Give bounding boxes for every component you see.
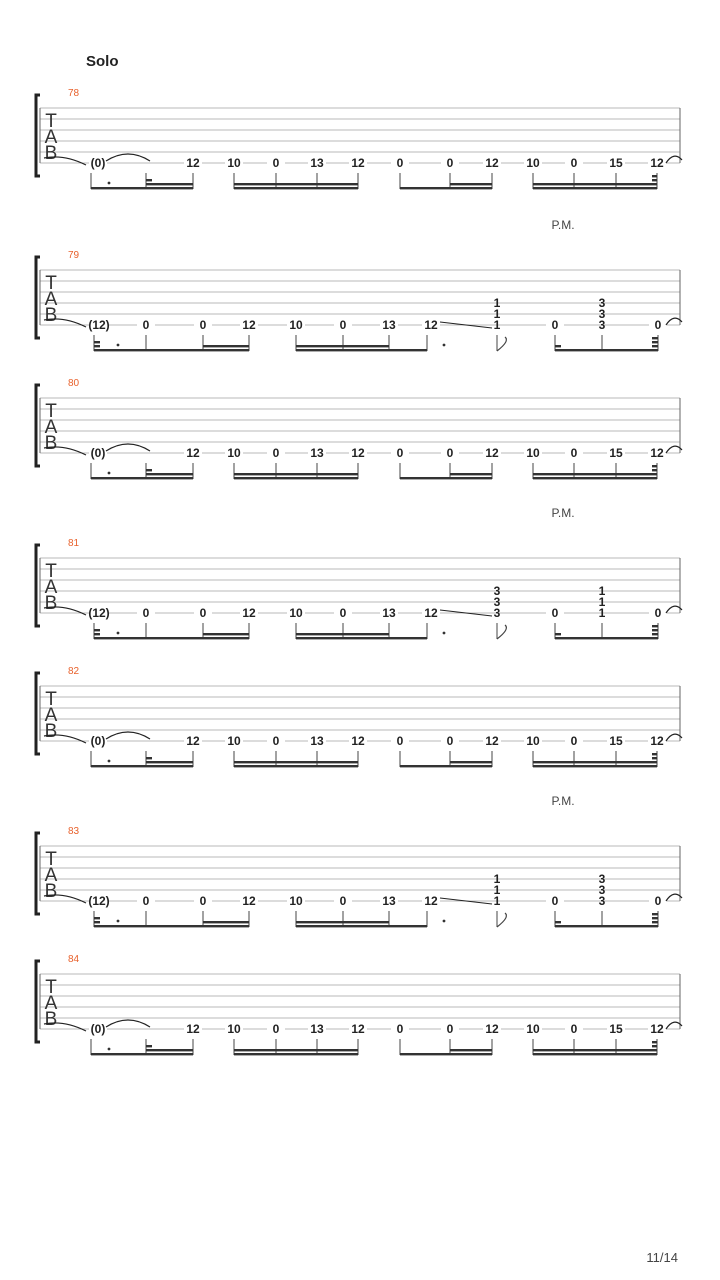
beam <box>203 925 249 927</box>
dot <box>108 182 111 185</box>
fret-number: 12 <box>351 1022 365 1036</box>
fret-number: (0) <box>90 446 106 460</box>
fret-number: (0) <box>90 156 106 170</box>
fret-number: 0 <box>570 446 578 460</box>
fret-number: (12) <box>88 894 110 908</box>
beam <box>555 925 658 927</box>
fret-number: 12 <box>424 894 438 908</box>
beam <box>450 473 492 475</box>
beam <box>146 183 193 185</box>
measure-number: 81 <box>68 538 80 549</box>
beam <box>234 187 358 189</box>
beam <box>234 477 358 479</box>
tab-clef-letter: T <box>45 401 57 422</box>
beam <box>296 345 389 347</box>
tab-system <box>36 506 682 639</box>
tie-arc <box>106 444 150 451</box>
beam <box>146 1053 193 1055</box>
fret-number: 0 <box>272 1022 280 1036</box>
fret-number: (12) <box>88 606 110 620</box>
fret-number: 0 <box>654 318 662 332</box>
tab-clef-letter: A <box>44 127 58 148</box>
chord-fret-number: 1 <box>493 318 501 332</box>
flag <box>652 921 658 923</box>
chord-fret-number: 3 <box>493 606 501 620</box>
chord-fret-number: 3 <box>598 296 606 310</box>
fret-number: 0 <box>570 734 578 748</box>
palm-mute-label: P.M. <box>551 218 575 232</box>
fret-number: 0 <box>396 1022 404 1036</box>
fret-number: 12 <box>485 156 499 170</box>
flag <box>94 629 100 631</box>
system-bracket <box>36 673 40 754</box>
fret-number: 0 <box>272 446 280 460</box>
flag <box>652 345 658 347</box>
fret-number: 12 <box>485 1022 499 1036</box>
chord-fret-number: 1 <box>493 296 501 310</box>
beam <box>555 637 658 639</box>
beam <box>146 473 193 475</box>
flag <box>555 345 561 347</box>
measure-number: 78 <box>68 88 80 99</box>
beam <box>146 477 193 479</box>
fret-number: 10 <box>227 1022 241 1036</box>
beam <box>146 1049 193 1051</box>
system-bracket <box>36 257 40 338</box>
fret-number: 0 <box>654 606 662 620</box>
fret-number: 13 <box>310 1022 324 1036</box>
dot <box>117 344 120 347</box>
fret-number: 15 <box>609 734 623 748</box>
fret-number: 12 <box>186 1022 200 1036</box>
flag <box>652 633 658 635</box>
fret-number: 0 <box>446 156 454 170</box>
fret-number: 12 <box>650 734 664 748</box>
chord-fret-number: 3 <box>598 894 606 908</box>
beam <box>400 477 492 479</box>
beam <box>146 187 193 189</box>
flag <box>652 1045 657 1047</box>
note-flag <box>497 913 506 927</box>
tab-system <box>36 88 682 189</box>
flag <box>652 625 658 627</box>
fret-number: 0 <box>199 318 207 332</box>
dot <box>443 344 446 347</box>
beam <box>234 1053 358 1055</box>
fret-number: 0 <box>199 894 207 908</box>
chord-fret-number: 3 <box>493 595 501 609</box>
fret-number: 15 <box>609 156 623 170</box>
flag <box>94 917 100 919</box>
beam <box>91 765 146 767</box>
beam <box>296 637 427 639</box>
system-bracket <box>36 95 40 176</box>
beam <box>234 765 358 767</box>
flag <box>652 179 657 181</box>
fret-number: 12 <box>186 446 200 460</box>
system-bracket <box>36 961 40 1042</box>
beam <box>533 477 657 479</box>
beam <box>234 761 358 763</box>
beam <box>555 349 658 351</box>
fret-number: 12 <box>650 1022 664 1036</box>
fret-number: 0 <box>339 318 347 332</box>
flag <box>146 179 152 181</box>
chord-fret-number: 1 <box>598 595 606 609</box>
fret-number: 0 <box>446 1022 454 1036</box>
beam <box>533 765 657 767</box>
flag <box>555 633 561 635</box>
tab-clef-letter: B <box>44 143 58 164</box>
beam <box>94 349 203 351</box>
dot <box>117 920 120 923</box>
fret-number: 0 <box>396 446 404 460</box>
tab-clef-letter: B <box>44 305 58 326</box>
chord-fret-number: 1 <box>493 894 501 908</box>
flag <box>652 917 658 919</box>
beam <box>91 1053 146 1055</box>
fret-number: 0 <box>142 894 150 908</box>
tab-system <box>36 954 682 1055</box>
tab-clef-letter: T <box>45 561 57 582</box>
flag <box>652 753 657 755</box>
fret-number: (0) <box>90 1022 106 1036</box>
dot <box>117 632 120 635</box>
fret-number: 0 <box>272 734 280 748</box>
beam <box>533 473 657 475</box>
beam <box>296 921 389 923</box>
chord-fret-number: 3 <box>598 307 606 321</box>
chord-fret-number: 1 <box>493 883 501 897</box>
tab-clef-letter: A <box>44 417 58 438</box>
beam <box>203 345 249 347</box>
fret-number: 12 <box>424 606 438 620</box>
fret-number: 10 <box>526 446 540 460</box>
chord-fret-number: 3 <box>493 584 501 598</box>
flag <box>94 921 100 923</box>
beam <box>400 1053 492 1055</box>
fret-number: (12) <box>88 318 110 332</box>
palm-mute-label: P.M. <box>551 794 575 808</box>
fret-number: 12 <box>351 156 365 170</box>
beam <box>234 1049 358 1051</box>
flag <box>652 1041 657 1043</box>
fret-number: 10 <box>526 156 540 170</box>
system-bracket <box>36 545 40 626</box>
fret-number: 13 <box>382 318 396 332</box>
flag <box>652 465 657 467</box>
fret-number: 0 <box>396 734 404 748</box>
beam <box>400 187 492 189</box>
fret-number: 12 <box>424 318 438 332</box>
note-flag <box>497 625 506 639</box>
tie-arc <box>106 154 150 161</box>
tab-system <box>36 794 682 927</box>
tab-clef-letter: B <box>44 881 58 902</box>
tab-clef-letter: B <box>44 721 58 742</box>
flag <box>652 341 658 343</box>
beam <box>450 183 492 185</box>
tab-clef-letter: A <box>44 865 58 886</box>
chord-fret-number: 1 <box>598 584 606 598</box>
fret-number: 10 <box>526 1022 540 1036</box>
beam <box>203 633 249 635</box>
note-flag <box>497 337 506 351</box>
system-bracket <box>36 385 40 466</box>
chord-fret-number: 1 <box>598 606 606 620</box>
fret-number: 12 <box>650 446 664 460</box>
fret-number: 0 <box>142 606 150 620</box>
fret-number: 13 <box>310 156 324 170</box>
fret-number: 12 <box>351 446 365 460</box>
fret-number: 0 <box>142 318 150 332</box>
fret-number: 0 <box>272 156 280 170</box>
dot <box>443 920 446 923</box>
chord-fret-number: 3 <box>598 883 606 897</box>
beam <box>296 633 389 635</box>
fret-number: 12 <box>186 156 200 170</box>
system-bracket <box>36 833 40 914</box>
tab-system <box>36 378 682 479</box>
beam <box>296 349 427 351</box>
fret-number: 15 <box>609 1022 623 1036</box>
beam <box>533 761 657 763</box>
measure-number: 83 <box>68 826 80 837</box>
flag <box>146 757 152 759</box>
fret-number: 12 <box>242 606 256 620</box>
dot <box>108 1048 111 1051</box>
fret-number: 10 <box>526 734 540 748</box>
tab-system <box>36 666 682 767</box>
beam <box>91 187 146 189</box>
fret-number: (0) <box>90 734 106 748</box>
fret-number: 0 <box>570 1022 578 1036</box>
fret-number: 0 <box>570 156 578 170</box>
measure-number: 84 <box>68 954 80 965</box>
beam <box>203 349 249 351</box>
tab-clef-letter: T <box>45 849 57 870</box>
beam <box>91 477 146 479</box>
dot <box>108 760 111 763</box>
fret-number: 10 <box>227 156 241 170</box>
tie-arc <box>106 732 150 739</box>
flag <box>94 345 100 347</box>
beam <box>234 473 358 475</box>
fret-number: 0 <box>446 446 454 460</box>
measure-number: 79 <box>68 250 80 261</box>
tab-clef-letter: T <box>45 977 57 998</box>
beam <box>533 187 657 189</box>
fret-number: 0 <box>551 894 559 908</box>
flag <box>146 469 152 471</box>
beam <box>203 637 249 639</box>
chord-fret-number: 1 <box>493 872 501 886</box>
flag <box>652 757 657 759</box>
beam <box>450 1049 492 1051</box>
fret-number: 12 <box>485 734 499 748</box>
fret-number: 13 <box>382 894 396 908</box>
flag <box>652 337 658 339</box>
fret-number: 12 <box>242 894 256 908</box>
beam <box>94 637 203 639</box>
fret-number: 0 <box>339 894 347 908</box>
fret-number: 0 <box>551 318 559 332</box>
fret-number: 0 <box>396 156 404 170</box>
fret-number: 10 <box>289 318 303 332</box>
fret-number: 12 <box>186 734 200 748</box>
section-title: Solo <box>86 53 119 70</box>
beam <box>146 765 193 767</box>
beam <box>533 1049 657 1051</box>
tab-clef-letter: B <box>44 593 58 614</box>
beam <box>533 1053 657 1055</box>
fret-number: 10 <box>227 734 241 748</box>
fret-number: 12 <box>485 446 499 460</box>
flag <box>94 341 100 343</box>
fret-number: 13 <box>310 734 324 748</box>
fret-number: 13 <box>310 446 324 460</box>
fret-number: 0 <box>339 606 347 620</box>
flag <box>652 629 658 631</box>
tab-clef-letter: B <box>44 433 58 454</box>
fret-number: 15 <box>609 446 623 460</box>
measure-number: 80 <box>68 378 80 389</box>
chord-fret-number: 3 <box>598 318 606 332</box>
tab-clef-letter: B <box>44 1009 58 1030</box>
fret-number: 0 <box>654 894 662 908</box>
fret-number: 10 <box>289 894 303 908</box>
tab-clef-letter: T <box>45 111 57 132</box>
flag <box>652 913 658 915</box>
beam <box>94 925 203 927</box>
beam <box>533 183 657 185</box>
fret-number: 13 <box>382 606 396 620</box>
fret-number: 12 <box>650 156 664 170</box>
fret-number: 12 <box>242 318 256 332</box>
fret-number: 10 <box>289 606 303 620</box>
flag <box>94 633 100 635</box>
tab-clef-letter: A <box>44 577 58 598</box>
tie-arc <box>106 1020 150 1027</box>
measure-number: 82 <box>68 666 80 677</box>
beam <box>234 183 358 185</box>
beam <box>400 765 492 767</box>
chord-fret-number: 1 <box>493 307 501 321</box>
dot <box>108 472 111 475</box>
beam <box>450 761 492 763</box>
tab-system <box>36 218 682 351</box>
tab-clef-letter: T <box>45 273 57 294</box>
beam <box>146 761 193 763</box>
fret-number: 0 <box>551 606 559 620</box>
tab-clef-letter: A <box>44 993 58 1014</box>
page-number: 11/14 <box>646 1250 678 1265</box>
dot <box>443 632 446 635</box>
flag <box>652 469 657 471</box>
chord-fret-number: 3 <box>598 872 606 886</box>
fret-number: 12 <box>351 734 365 748</box>
flag <box>652 175 657 177</box>
tab-clef-letter: A <box>44 705 58 726</box>
beam <box>203 921 249 923</box>
beam <box>296 925 427 927</box>
tab-clef-letter: A <box>44 289 58 310</box>
palm-mute-label: P.M. <box>551 506 575 520</box>
fret-number: 10 <box>227 446 241 460</box>
fret-number: 0 <box>199 606 207 620</box>
flag <box>146 1045 152 1047</box>
flag <box>555 921 561 923</box>
fret-number: 0 <box>446 734 454 748</box>
tab-clef-letter: T <box>45 689 57 710</box>
